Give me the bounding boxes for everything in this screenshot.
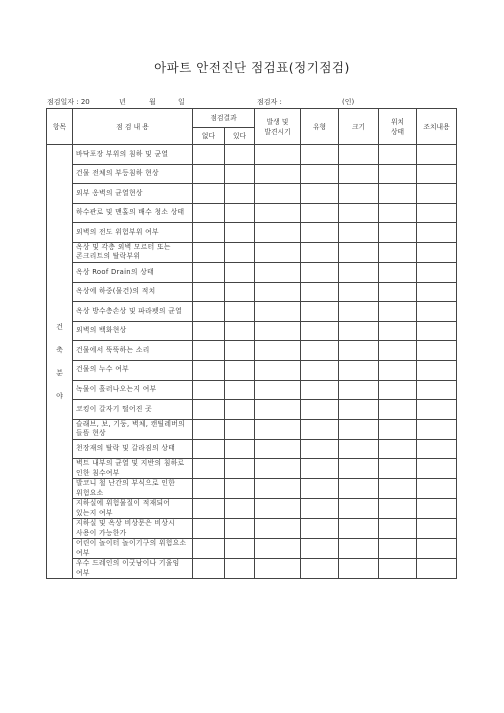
occurrence-cell[interactable]	[255, 360, 301, 380]
seal-label: (인)	[342, 98, 355, 106]
result-exists-cell[interactable]	[225, 341, 255, 361]
check-item-content: 건물에서 뚝뚝하는 소리	[73, 341, 193, 361]
table-row	[47, 321, 457, 341]
table-row	[47, 282, 457, 302]
type-cell[interactable]	[301, 321, 339, 341]
action-cell[interactable]	[417, 321, 457, 341]
action-cell[interactable]	[417, 479, 457, 499]
check-item-content: 건물 전체의 부등침하 현상	[73, 164, 193, 184]
type-cell[interactable]	[301, 419, 339, 439]
occurrence-cell[interactable]	[255, 439, 301, 459]
action-cell[interactable]	[417, 519, 457, 539]
table-row	[47, 380, 457, 400]
table-row	[47, 419, 457, 439]
action-cell[interactable]	[417, 539, 457, 559]
check-item-content: 외벽의 백화현상	[73, 321, 193, 341]
result-none-cell[interactable]	[193, 400, 225, 420]
location-cell[interactable]	[379, 439, 417, 459]
location-cell[interactable]	[379, 479, 417, 499]
check-item-content: 옥상 방수층손상 및 파라펫의 균열	[73, 302, 193, 322]
header-item: 항목	[47, 109, 73, 145]
check-item-content: 옥상 및 각층 외벽 모르터 또는 콘크리트의 탈락부위	[73, 242, 193, 262]
result-none-cell[interactable]	[193, 203, 225, 223]
action-cell[interactable]	[417, 341, 457, 361]
header-action: 조치내용	[417, 109, 457, 145]
type-cell[interactable]	[301, 164, 339, 184]
category-char: 야	[56, 392, 63, 401]
date-label: 점검일자 : 20	[47, 98, 90, 106]
occurrence-cell[interactable]	[255, 499, 301, 519]
result-exists-cell[interactable]	[225, 559, 255, 579]
result-none-cell[interactable]	[193, 419, 225, 439]
table-row	[47, 439, 457, 459]
result-exists-cell[interactable]	[225, 321, 255, 341]
result-none-cell[interactable]	[193, 262, 225, 282]
header-none: 없다	[193, 128, 225, 145]
page-title: 아파트 안전진단 점검표(정기점검)	[154, 60, 350, 75]
result-exists-cell[interactable]	[225, 439, 255, 459]
size-cell[interactable]	[339, 223, 379, 243]
type-cell[interactable]	[301, 499, 339, 519]
result-none-cell[interactable]	[193, 282, 225, 302]
table-row	[47, 302, 457, 322]
location-cell[interactable]	[379, 559, 417, 579]
check-item-content: 어린이 놀이터 놀이기구의 위험요소 여부	[73, 539, 193, 559]
table-row	[47, 479, 457, 499]
size-cell[interactable]	[339, 439, 379, 459]
table-row	[47, 459, 457, 479]
size-cell[interactable]	[339, 559, 379, 579]
location-cell[interactable]	[379, 539, 417, 559]
action-cell[interactable]	[417, 203, 457, 223]
action-cell[interactable]	[417, 459, 457, 479]
result-none-cell[interactable]	[193, 459, 225, 479]
table-row	[47, 341, 457, 361]
result-exists-cell[interactable]	[225, 419, 255, 439]
location-cell[interactable]	[379, 341, 417, 361]
result-exists-cell[interactable]	[225, 164, 255, 184]
check-item-content: 외부 옹벽의 균열현상	[73, 184, 193, 204]
action-cell[interactable]	[417, 419, 457, 439]
result-none-cell[interactable]	[193, 321, 225, 341]
type-cell[interactable]	[301, 203, 339, 223]
size-cell[interactable]	[339, 164, 379, 184]
size-cell[interactable]	[339, 519, 379, 539]
header-content: 점 검 내 용	[73, 109, 193, 145]
check-item-content: 슬래브, 보, 기둥, 벽체, 캔틸레버의 들뜸 현상	[73, 419, 193, 439]
table-row	[47, 242, 457, 262]
occurrence-cell[interactable]	[255, 479, 301, 499]
occurrence-cell[interactable]	[255, 282, 301, 302]
location-cell[interactable]	[379, 282, 417, 302]
result-exists-cell[interactable]	[225, 184, 255, 204]
occurrence-cell[interactable]	[255, 145, 301, 165]
table-row	[47, 203, 457, 223]
action-cell[interactable]	[417, 282, 457, 302]
size-cell[interactable]	[339, 262, 379, 282]
action-cell[interactable]	[417, 499, 457, 519]
occurrence-cell[interactable]	[255, 164, 301, 184]
result-exists-cell[interactable]	[225, 282, 255, 302]
result-none-cell[interactable]	[193, 519, 225, 539]
type-cell[interactable]	[301, 400, 339, 420]
result-exists-cell[interactable]	[225, 400, 255, 420]
result-none-cell[interactable]	[193, 145, 225, 165]
result-exists-cell[interactable]	[225, 380, 255, 400]
location-cell[interactable]	[379, 380, 417, 400]
type-cell[interactable]	[301, 360, 339, 380]
location-cell[interactable]	[379, 360, 417, 380]
size-cell[interactable]	[339, 400, 379, 420]
inspection-table	[46, 108, 457, 579]
result-exists-cell[interactable]	[225, 519, 255, 539]
type-cell[interactable]	[301, 439, 339, 459]
size-cell[interactable]	[339, 360, 379, 380]
occurrence-cell[interactable]	[255, 302, 301, 322]
size-cell[interactable]	[339, 459, 379, 479]
size-cell[interactable]	[339, 539, 379, 559]
occurrence-cell[interactable]	[255, 203, 301, 223]
type-cell[interactable]	[301, 459, 339, 479]
action-cell[interactable]	[417, 380, 457, 400]
table-row	[47, 539, 457, 559]
location-cell[interactable]	[379, 419, 417, 439]
location-cell[interactable]	[379, 519, 417, 539]
result-exists-cell[interactable]	[225, 479, 255, 499]
result-none-cell[interactable]	[193, 302, 225, 322]
location-cell[interactable]	[379, 262, 417, 282]
type-cell[interactable]	[301, 282, 339, 302]
check-item-content: 하수관로 및 맨홀의 배수 청소 상태	[73, 203, 193, 223]
occurrence-cell[interactable]	[255, 184, 301, 204]
location-cell[interactable]	[379, 223, 417, 243]
occurrence-cell[interactable]	[255, 519, 301, 539]
check-item-content: 녹물이 흘러나오는지 여부	[73, 380, 193, 400]
table-row	[47, 223, 457, 243]
type-cell[interactable]	[301, 559, 339, 579]
check-item-content: 발코니 철 난간의 부식으로 인한 위험요소	[73, 479, 193, 499]
size-cell[interactable]	[339, 302, 379, 322]
header-exists: 있다	[225, 128, 255, 145]
size-cell[interactable]	[339, 184, 379, 204]
check-item-content: 지하실 및 옥상 비상문은 비상시 사용이 가능한가	[73, 519, 193, 539]
category-cell	[47, 145, 73, 579]
year-label: 년	[119, 98, 126, 106]
table-row	[47, 559, 457, 579]
action-cell[interactable]	[417, 145, 457, 165]
result-exists-cell[interactable]	[225, 459, 255, 479]
result-none-cell[interactable]	[193, 380, 225, 400]
check-item-content: 코킹이 갈자기 떨어진 곳	[73, 400, 193, 420]
size-cell[interactable]	[339, 341, 379, 361]
size-cell[interactable]	[339, 203, 379, 223]
location-cell[interactable]	[379, 242, 417, 262]
location-cell[interactable]	[379, 203, 417, 223]
result-exists-cell[interactable]	[225, 223, 255, 243]
result-exists-cell[interactable]	[225, 203, 255, 223]
occurrence-cell[interactable]	[255, 223, 301, 243]
table-row	[47, 262, 457, 282]
table-row	[47, 400, 457, 420]
check-item-content: 바닥포장 부위의 침하 및 균열	[73, 145, 193, 165]
result-exists-cell[interactable]	[225, 539, 255, 559]
type-cell[interactable]	[301, 223, 339, 243]
occurrence-cell[interactable]	[255, 419, 301, 439]
action-cell[interactable]	[417, 302, 457, 322]
result-exists-cell[interactable]	[225, 145, 255, 165]
result-none-cell[interactable]	[193, 499, 225, 519]
action-cell[interactable]	[417, 360, 457, 380]
day-label: 일	[178, 98, 185, 106]
month-label: 월	[149, 98, 156, 106]
location-cell[interactable]	[379, 400, 417, 420]
action-cell[interactable]	[417, 184, 457, 204]
location-cell[interactable]	[379, 321, 417, 341]
size-cell[interactable]	[339, 321, 379, 341]
category-char: 축	[56, 346, 63, 355]
result-none-cell[interactable]	[193, 439, 225, 459]
occurrence-cell[interactable]	[255, 341, 301, 361]
action-cell[interactable]	[417, 223, 457, 243]
action-cell[interactable]	[417, 439, 457, 459]
size-cell[interactable]	[339, 380, 379, 400]
table-row	[47, 499, 457, 519]
result-none-cell[interactable]	[193, 242, 225, 262]
result-exists-cell[interactable]	[225, 360, 255, 380]
check-item-content: 옥상에 하중(물건)의 적치	[73, 282, 193, 302]
action-cell[interactable]	[417, 559, 457, 579]
occurrence-cell[interactable]	[255, 400, 301, 420]
occurrence-cell[interactable]	[255, 559, 301, 579]
check-item-content: 옥상 Roof Drain의 상태	[73, 262, 193, 282]
type-cell[interactable]	[301, 380, 339, 400]
table-row	[47, 145, 457, 165]
type-cell[interactable]	[301, 519, 339, 539]
result-none-cell[interactable]	[193, 479, 225, 499]
size-cell[interactable]	[339, 282, 379, 302]
inspector-label: 점검자 :	[257, 98, 282, 106]
result-none-cell[interactable]	[193, 539, 225, 559]
action-cell[interactable]	[417, 164, 457, 184]
type-cell[interactable]	[301, 302, 339, 322]
size-cell[interactable]	[339, 242, 379, 262]
type-cell[interactable]	[301, 479, 339, 499]
table-row	[47, 519, 457, 539]
type-cell[interactable]	[301, 262, 339, 282]
category-char: 건	[56, 323, 63, 332]
result-none-cell[interactable]	[193, 559, 225, 579]
check-item-content: 벽트 내부의 균열 및 지반의 침하로 인한 침수여부	[73, 459, 193, 479]
table-row	[47, 360, 457, 380]
location-cell[interactable]	[379, 164, 417, 184]
occurrence-cell[interactable]	[255, 242, 301, 262]
location-cell[interactable]	[379, 499, 417, 519]
header-result: 점검결과	[193, 109, 255, 128]
result-exists-cell[interactable]	[225, 262, 255, 282]
result-none-cell[interactable]	[193, 184, 225, 204]
table-row	[47, 164, 457, 184]
header-location: 위치 상태	[379, 109, 417, 145]
location-cell[interactable]	[379, 184, 417, 204]
size-cell[interactable]	[339, 479, 379, 499]
location-cell[interactable]	[379, 145, 417, 165]
action-cell[interactable]	[417, 242, 457, 262]
result-none-cell[interactable]	[193, 164, 225, 184]
occurrence-cell[interactable]	[255, 539, 301, 559]
type-cell[interactable]	[301, 145, 339, 165]
type-cell[interactable]	[301, 242, 339, 262]
occurrence-cell[interactable]	[255, 262, 301, 282]
result-exists-cell[interactable]	[225, 499, 255, 519]
result-none-cell[interactable]	[193, 360, 225, 380]
check-item-content: 외벽의 전도 위험부위 여부	[73, 223, 193, 243]
result-none-cell[interactable]	[193, 341, 225, 361]
location-cell[interactable]	[379, 302, 417, 322]
check-item-content: 건물의 누수 여부	[73, 360, 193, 380]
location-cell[interactable]	[379, 459, 417, 479]
action-cell[interactable]	[417, 262, 457, 282]
header-occurrence: 발생 및 발견시기	[255, 109, 301, 145]
type-cell[interactable]	[301, 539, 339, 559]
type-cell[interactable]	[301, 184, 339, 204]
occurrence-cell[interactable]	[255, 321, 301, 341]
size-cell[interactable]	[339, 419, 379, 439]
header-size: 크기	[339, 109, 379, 145]
size-cell[interactable]	[339, 499, 379, 519]
check-item-content: 우수 드레인의 이굿남이나 기울임 여부	[73, 559, 193, 579]
header-type: 유형	[301, 109, 339, 145]
table-row	[47, 184, 457, 204]
result-exists-cell[interactable]	[225, 242, 255, 262]
result-exists-cell[interactable]	[225, 302, 255, 322]
size-cell[interactable]	[339, 145, 379, 165]
check-item-content: 지하실에 위험물질이 적재되어 있는지 여부	[73, 499, 193, 519]
occurrence-cell[interactable]	[255, 380, 301, 400]
type-cell[interactable]	[301, 341, 339, 361]
category-char: 분	[56, 369, 63, 378]
occurrence-cell[interactable]	[255, 459, 301, 479]
result-none-cell[interactable]	[193, 223, 225, 243]
check-item-content: 천장재의 탈락 및 갈라짐의 상태	[73, 439, 193, 459]
action-cell[interactable]	[417, 400, 457, 420]
